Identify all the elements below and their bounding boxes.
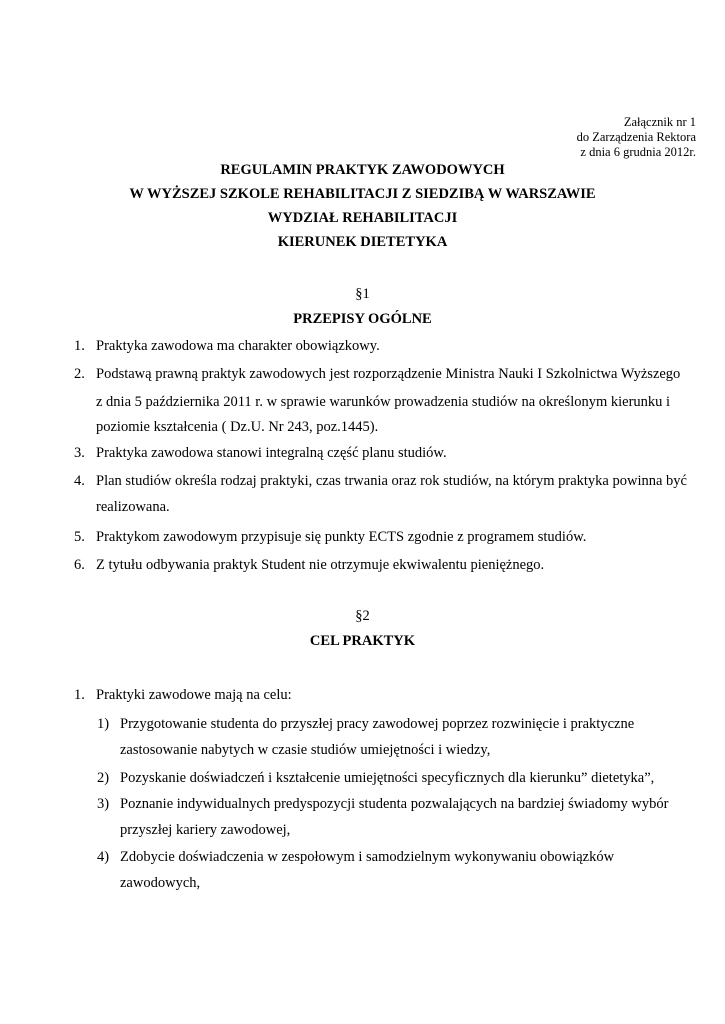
list-item-text: poziomie kształcenia ( Dz.U. Nr 243, poz.1445). [96, 419, 379, 435]
sublist-item-number: 1) [97, 716, 110, 732]
sublist-item-text: zawodowych, [120, 875, 201, 891]
list-item-text: realizowana. [96, 499, 170, 515]
section-2-mark: §2 [355, 608, 370, 624]
list-item-text: Podstawą prawną praktyk zawodowych jest rozporządzenie Ministra Nauki I Szkolnictwa Wyższego [96, 366, 681, 382]
title-line-4: KIERUNEK DIETETYKA [277, 234, 448, 250]
title-line-1: REGULAMIN PRAKTYK ZAWODOWYCH [220, 162, 505, 178]
list-item-text: z dnia 5 października 2011 r. w sprawie warunków prowadzenia studiów na określonym kierunku i [96, 394, 671, 410]
list-item-text: Praktyki zawodowe mają na celu: [96, 687, 292, 703]
annex-line-3: z dnia 6 grudnia 2012r. [580, 145, 696, 159]
section-2-title: CEL PRAKTYK [309, 633, 416, 649]
sublist-item-text: Zdobycie doświadczenia w zespołowym i samodzielnym wykonywaniu obowiązków [120, 849, 615, 865]
list-item-text: Praktyka zawodowa ma charakter obowiązkowy. [96, 338, 380, 354]
section-1-mark: §1 [355, 286, 370, 302]
title-line-2: W WYŻSZEJ SZKOLE REHABILITACJI Z SIEDZIBĄ W WARSZAWIE [129, 186, 596, 202]
list-item-number: 1. [74, 338, 85, 354]
title-line-3: WYDZIAŁ REHABILITACJI [267, 210, 458, 226]
list-item-number: 6. [74, 557, 85, 573]
list-item-number: 2. [74, 366, 85, 382]
sublist-item-text: Poznanie indywidualnych predyspozycji studenta pozwalających na bardziej świadomy wybór [120, 796, 669, 812]
sublist-item-number: 4) [97, 849, 110, 865]
sublist-item-text: Pozyskanie doświadczeń i kształcenie umiejętności specyficznych dla kierunku” dietetyka”, [120, 770, 655, 786]
list-item-number: 1. [74, 687, 85, 703]
sublist-item-text: Przygotowanie studenta do przyszłej pracy zawodowej poprzez rozwinięcie i praktyczne [120, 716, 635, 732]
list-item-text: Plan studiów określa rodzaj praktyki, czas trwania oraz rok studiów, na którym praktyka powinna być [96, 473, 687, 489]
annex-line-1: Załącznik nr 1 [623, 115, 696, 129]
list-item-text: Z tytułu odbywania praktyk Student nie otrzymuje ekwiwalentu pieniężnego. [96, 557, 545, 573]
list-item-number: 4. [74, 473, 85, 489]
sublist-item-text: zastosowanie nabytych w czasie studiów umiejętności i wiedzy, [120, 742, 491, 758]
section-1-title: PRZEPISY OGÓLNE [293, 311, 432, 327]
sublist-item-number: 2) [97, 770, 110, 786]
list-item-text: Praktyka zawodowa stanowi integralną część planu studiów. [96, 445, 447, 461]
sublist-item-number: 3) [97, 796, 110, 812]
list-item-number: 3. [74, 445, 85, 461]
annex-line-2: do Zarządzenia Rektora [576, 130, 696, 144]
list-item-number: 5. [74, 529, 85, 545]
annex-note [577, 115, 696, 160]
sublist-item-text: przyszłej kariery zawodowej, [120, 822, 291, 838]
list-item-text: Praktykom zawodowym przypisuje się punkty ECTS zgodnie z programem studiów. [96, 529, 587, 545]
